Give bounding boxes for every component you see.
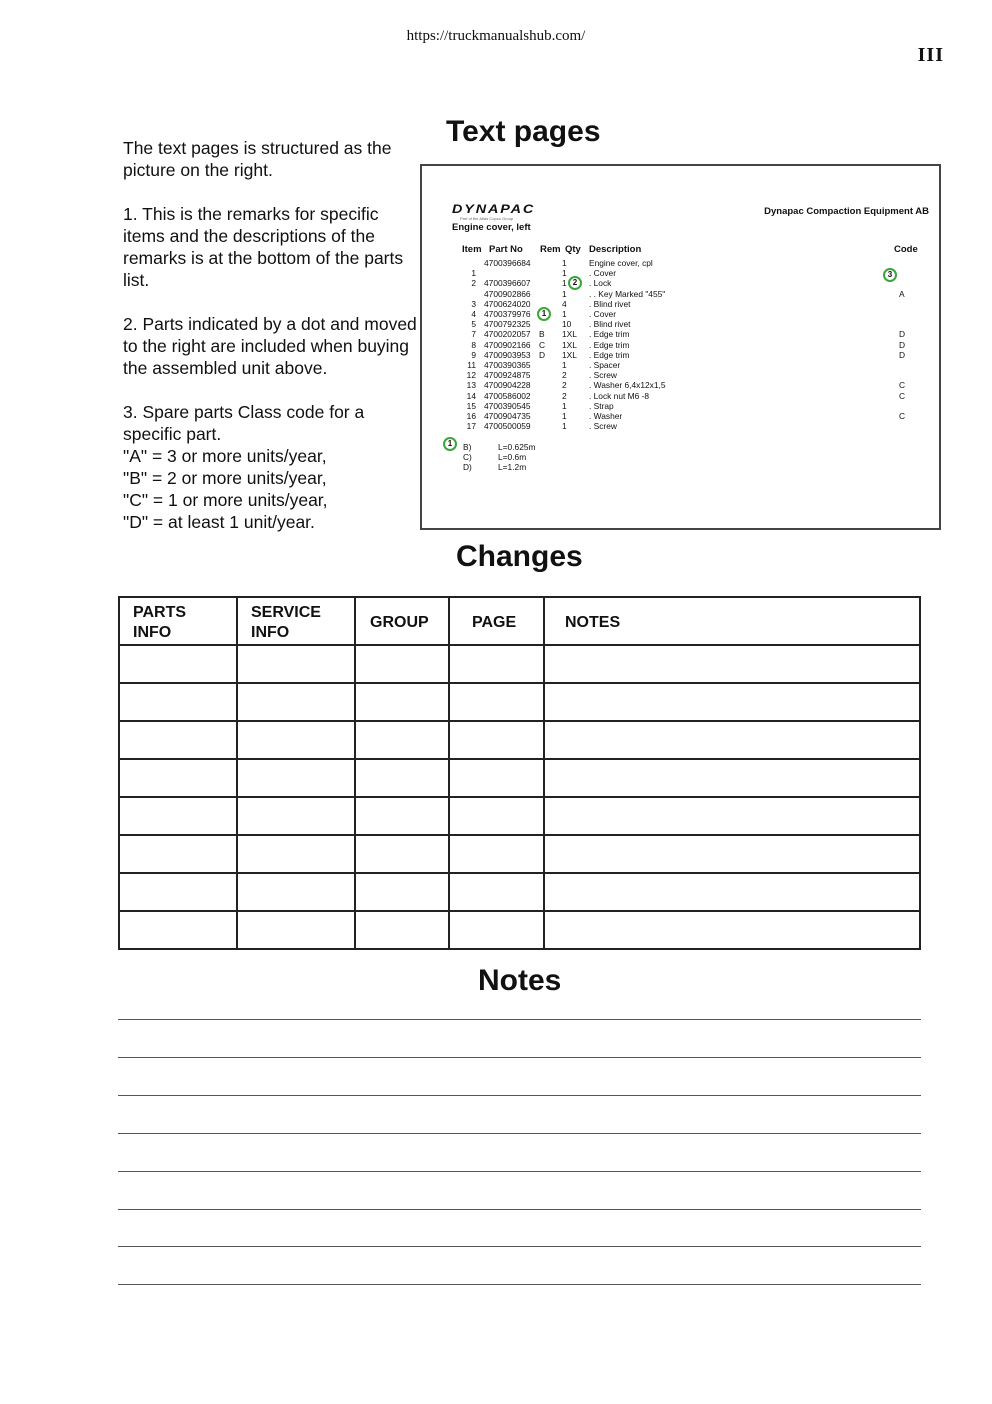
changes-cell[interactable]	[449, 873, 544, 911]
changes-header-row	[119, 597, 920, 645]
note-line[interactable]	[118, 1133, 921, 1134]
parts-list-cell-part: 4700500059	[484, 421, 531, 432]
remark-key: B)	[463, 442, 472, 452]
intro-paragraph-4: 3. Spare parts Class code for a specific part.	[123, 402, 365, 444]
parts-list-cell-desc: . Cover	[589, 268, 616, 279]
marker-1-icon: 1	[537, 307, 551, 321]
changes-cell[interactable]	[355, 645, 449, 683]
changes-cell[interactable]	[237, 645, 355, 683]
changes-cell[interactable]	[119, 835, 237, 873]
marker-2-icon: 2	[568, 276, 582, 290]
changes-row	[119, 645, 920, 683]
parts-list-cell-code: D	[899, 339, 906, 350]
remark-value: L=1.2m	[498, 462, 527, 473]
changes-cell[interactable]	[449, 683, 544, 721]
intro-paragraph-2: 1. This is the remarks for specific items and the descriptions of the remarks is at the bottom of the parts list.	[123, 204, 404, 290]
parts-list-cell-qty: 1	[562, 309, 567, 319]
changes-cell[interactable]	[449, 721, 544, 759]
changes-cell[interactable]	[237, 911, 355, 949]
changes-cell[interactable]	[237, 759, 355, 797]
changes-heading: Changes	[456, 540, 583, 573]
source-url[interactable]: https://truckmanualshub.com/	[406, 28, 586, 44]
parts-list-cell-desc: . Screw	[589, 370, 617, 381]
remark-value: L=0.625m	[498, 442, 536, 452]
parts-list-cell-item: 7	[471, 329, 476, 340]
parts-list-cell-desc: . Blind rivet	[589, 319, 631, 330]
parts-list-cell-item: 4	[471, 309, 476, 319]
parts-list-cell-item: 16	[466, 411, 476, 421]
changes-row	[119, 683, 920, 721]
parts-list-cell-item: 12	[466, 370, 476, 381]
parts-list-cell-qty: 1	[562, 268, 567, 279]
parts-list-cell-part: 4700902866	[484, 288, 531, 299]
parts-list-cell-rem: B	[539, 329, 545, 340]
note-line[interactable]	[118, 1095, 921, 1096]
parts-list-cell-desc: Engine cover, cpl	[589, 258, 653, 268]
parts-list-cell-qty: 1	[562, 421, 567, 432]
changes-cell[interactable]	[119, 797, 237, 835]
intro-paragraph-3: 2. Parts indicated by a dot and moved to the right are included when buying the assembled unit above.	[123, 314, 417, 378]
parts-list-cell-item: 9	[471, 349, 476, 360]
parts-list-cell-item: 13	[466, 380, 476, 391]
changes-cell[interactable]	[449, 835, 544, 873]
parts-list-cell-desc: . Washer 6,4x12x1,5	[589, 380, 666, 391]
col-header-rem: Rem	[540, 244, 561, 255]
parts-list-cell-part: 4700903953	[484, 349, 531, 360]
header-page: PAGE	[449, 597, 544, 645]
dynapac-logo: DYNAPAC	[452, 204, 536, 216]
parts-list-cell-qty: 1	[562, 288, 567, 299]
parts-list-cell-desc: . Strap	[589, 400, 614, 411]
parts-list-cell-item: 17	[466, 421, 476, 432]
changes-cell[interactable]	[237, 873, 355, 911]
remark-value: L=0.6m	[498, 452, 527, 463]
note-line[interactable]	[118, 1284, 921, 1285]
changes-row	[119, 721, 920, 759]
changes-cell[interactable]	[355, 911, 449, 949]
parts-list-cell-qty: 10	[562, 319, 572, 330]
parts-list-cell-desc: . . Key Marked "455"	[589, 288, 666, 299]
changes-cell[interactable]	[355, 759, 449, 797]
note-line[interactable]	[118, 1209, 921, 1210]
changes-cell[interactable]	[544, 721, 920, 759]
parts-list-cell-desc: . Lock	[589, 278, 612, 289]
changes-cell[interactable]	[237, 721, 355, 759]
changes-cell[interactable]	[355, 683, 449, 721]
changes-cell[interactable]	[119, 683, 237, 721]
parts-list-cell-desc: . Edge trim	[589, 349, 630, 360]
class-code-b: "B" = 2 or more units/year,	[123, 468, 327, 488]
parts-list-cell-part: 4700792325	[484, 319, 531, 330]
col-header-part-no: Part No	[489, 244, 523, 255]
changes-row	[119, 759, 920, 797]
changes-cell[interactable]	[449, 797, 544, 835]
intro-paragraph-1: The text pages is structured as the picture on the right.	[123, 138, 392, 180]
parts-list-cell-desc: . Edge trim	[589, 329, 630, 340]
parts-list-cell-item: 5	[471, 319, 476, 330]
class-code-a: "A" = 3 or more units/year,	[123, 446, 327, 466]
parts-list-cell-part: 4700202057	[484, 329, 531, 340]
parts-list-cell-code: D	[899, 329, 906, 340]
changes-cell[interactable]	[119, 645, 237, 683]
note-line[interactable]	[118, 1019, 921, 1020]
note-line[interactable]	[118, 1246, 921, 1247]
parts-list-cell-qty: 4	[562, 298, 567, 309]
changes-cell[interactable]	[544, 797, 920, 835]
changes-cell[interactable]	[237, 683, 355, 721]
parts-list-cell-item: 15	[466, 400, 476, 411]
parts-list-cell-qty: 1	[562, 400, 567, 411]
parts-list-cell-qty: 1	[562, 411, 567, 421]
header-parts-info: PARTS INFO	[119, 597, 237, 645]
parts-list-cell-qty: 1XL	[562, 329, 577, 340]
col-header-item: Item	[462, 244, 482, 255]
changes-cell[interactable]	[544, 645, 920, 683]
parts-list-cell-item: 1	[471, 268, 476, 279]
parts-list-cell-qty: 1XL	[562, 339, 577, 350]
changes-cell[interactable]	[355, 721, 449, 759]
changes-row	[119, 835, 920, 873]
changes-cell[interactable]	[355, 835, 449, 873]
parts-list-cell-desc: . Edge trim	[589, 339, 630, 350]
parts-list-cell-qty: 1	[562, 278, 567, 289]
intro-text	[123, 137, 423, 533]
parts-list-cell-item: 3	[471, 298, 476, 309]
parts-list-cell-part: 4700390365	[484, 360, 531, 370]
changes-cell[interactable]	[544, 835, 920, 873]
parts-list-cell-part: 4700924875	[484, 370, 531, 381]
parts-list-cell-part: 4700379976	[484, 309, 531, 319]
note-line[interactable]	[118, 1057, 921, 1058]
logo-subtitle: Part of the Atlas Copco Group	[460, 216, 514, 221]
text-pages-heading: Text pages	[446, 115, 601, 148]
parts-list-cell-part: 4700396684	[484, 258, 531, 268]
parts-list-title: Engine cover, left	[452, 222, 531, 233]
class-code-d: "D" = at least 1 unit/year.	[123, 512, 315, 532]
parts-list-cell-desc: . Lock nut M6 -8	[589, 390, 650, 401]
changes-cell[interactable]	[237, 797, 355, 835]
parts-list-cell-item: 2	[471, 278, 476, 289]
changes-cell[interactable]	[119, 721, 237, 759]
parts-list-cell-code: A	[899, 288, 905, 299]
parts-list-cell-desc: . Screw	[589, 421, 617, 432]
parts-list-cell-qty: 2	[562, 370, 567, 381]
marker-1-remarks-icon: 1	[443, 437, 457, 451]
parts-list-cell-item: 8	[471, 339, 476, 350]
page-number: III	[917, 44, 944, 66]
parts-list-cell-desc: . Blind rivet	[589, 298, 631, 309]
remark-key: D)	[463, 462, 472, 473]
notes-heading: Notes	[478, 964, 562, 997]
header-service-info: SERVICE INFO	[237, 597, 355, 645]
changes-cell[interactable]	[119, 911, 237, 949]
parts-list-cell-part: 4700904228	[484, 380, 531, 391]
changes-cell[interactable]	[449, 645, 544, 683]
parts-list-cell-part: 4700904735	[484, 411, 531, 421]
parts-list-cell-part: 4700586002	[484, 390, 531, 401]
changes-row	[119, 911, 920, 949]
parts-list-cell-code: C	[899, 390, 906, 401]
changes-cell[interactable]	[544, 683, 920, 721]
company-name: Dynapac Compaction Equipment AB	[764, 206, 929, 217]
parts-list-cell-rem: C	[539, 339, 546, 350]
parts-list-cell-part: 4700624020	[484, 298, 531, 309]
note-line[interactable]	[118, 1171, 921, 1172]
parts-list-cell-part: 4700390545	[484, 400, 531, 411]
changes-table	[118, 596, 921, 950]
parts-list-cell-desc: . Spacer	[589, 360, 621, 370]
remark-key: C)	[463, 452, 472, 463]
header-notes: NOTES	[544, 597, 920, 645]
changes-row	[119, 797, 920, 835]
parts-list-cell-desc: . Cover	[589, 309, 616, 319]
marker-3-icon: 3	[883, 268, 897, 282]
parts-list-cell-qty: 2	[562, 390, 567, 401]
col-header-code: Code	[894, 244, 918, 255]
col-header-qty: Qty	[565, 244, 581, 255]
parts-list-cell-part: 4700902166	[484, 339, 531, 350]
changes-cell[interactable]	[449, 759, 544, 797]
changes-cell[interactable]	[119, 873, 237, 911]
changes-cell[interactable]	[544, 911, 920, 949]
class-code-c: "C" = 1 or more units/year,	[123, 490, 328, 510]
parts-list-cell-qty: 1XL	[562, 349, 577, 360]
changes-cell[interactable]	[544, 759, 920, 797]
parts-list-cell-qty: 1	[562, 360, 567, 370]
parts-list-cell-part: 4700396607	[484, 278, 531, 289]
header-group: GROUP	[355, 597, 449, 645]
parts-list-cell-item: 14	[466, 390, 476, 401]
parts-list-cell-qty: 2	[562, 380, 567, 391]
text-page-example-image	[420, 164, 941, 530]
changes-cell[interactable]	[355, 873, 449, 911]
changes-cell[interactable]	[355, 797, 449, 835]
changes-cell[interactable]	[544, 873, 920, 911]
col-header-description: Description	[589, 244, 642, 255]
parts-list-cell-desc: . Washer	[589, 411, 623, 421]
parts-list-cell-code: D	[899, 349, 906, 360]
parts-list-cell-code: C	[899, 411, 906, 421]
parts-list-cell-code: C	[899, 380, 906, 391]
changes-row	[119, 873, 920, 911]
parts-list-cell-qty: 1	[562, 258, 567, 268]
parts-list-cell-item: 11	[467, 360, 476, 370]
changes-cell[interactable]	[449, 911, 544, 949]
parts-list-cell-rem: D	[539, 349, 546, 360]
changes-cell[interactable]	[237, 835, 355, 873]
changes-cell[interactable]	[119, 759, 237, 797]
